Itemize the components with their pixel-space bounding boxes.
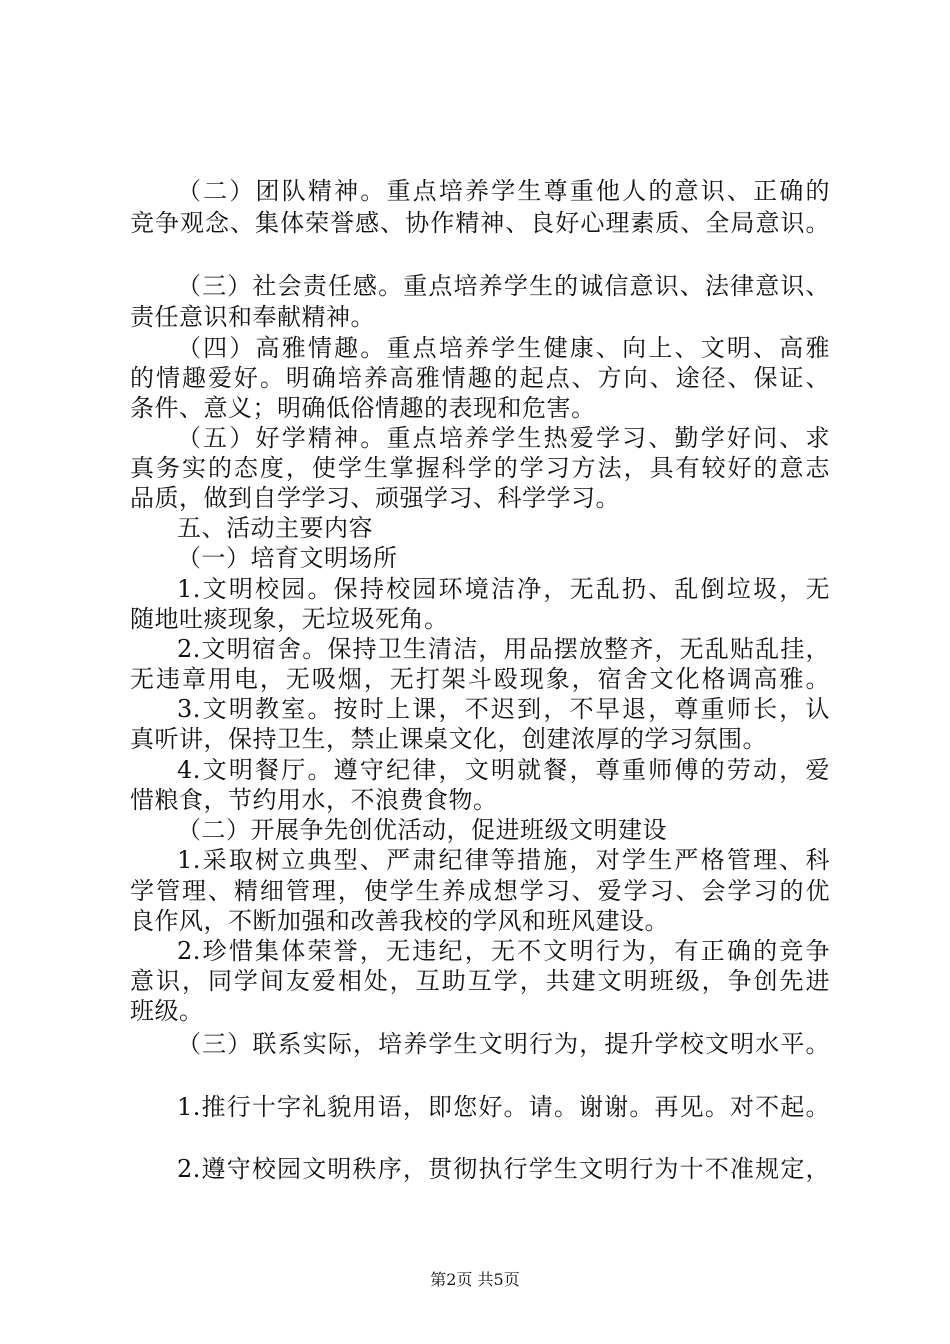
paragraph-line: （五）好学精神。重点培养学生热爱学习、勤学好问、求 [177, 424, 830, 452]
page-footer: 第2页 共5页 [430, 1270, 520, 1289]
paragraph-line: 的情趣爱好。明确培养高雅情趣的起点、方向、途径、保证、 [130, 364, 830, 392]
paragraph-line: 2.珍惜集体荣誉，无违纪，无不文明行为，有正确的竞争 [177, 937, 830, 965]
paragraph-line: 竞争观念、集体荣誉感、协作精神、良好心理素质、全局意识。 [130, 209, 830, 237]
paragraph-line: 学管理、精细管理，使学生养成想学习、爱学习、会学习的优 [130, 877, 830, 905]
paragraph-line: 意识，同学间友爱相处，互助互学，共建文明班级，争创先进 [130, 967, 830, 995]
paragraph-line: 4.文明餐厅。遵守纪律，文明就餐，尊重师傅的劳动，爱 [177, 756, 830, 784]
section-heading: 五、活动主要内容 [177, 514, 373, 542]
paragraph-line: 2.文明宿舍。保持卫生清洁，用品摆放整齐，无乱贴乱挂， [177, 635, 830, 663]
paragraph-line: 条件、意义；明确低俗情趣的表现和危害。 [130, 394, 596, 422]
subsection-heading: （二）开展争先创优活动，促进班级文明建设 [177, 816, 667, 844]
paragraph-line: 1.采取树立典型、严肃纪律等措施，对学生严格管理、科 [177, 846, 830, 874]
paragraph-line: 班级。 [130, 997, 204, 1025]
paragraph-line: 良作风，不断加强和改善我校的学风和班风建设。 [130, 907, 669, 935]
paragraph-line: 1.推行十字礼貌用语，即您好。请。谢谢。再见。对不起。 [177, 1093, 830, 1121]
paragraph-line: 1.文明校园。保持校园环境洁净，无乱扔、乱倒垃圾，无 [177, 575, 830, 603]
paragraph-line: 无违章用电，无吸烟，无打架斗殴现象，宿舍文化格调高雅。 [130, 665, 830, 693]
paragraph-line: 品质，做到自学学习、顽强学习、科学学习。 [130, 484, 620, 512]
paragraph-line: 随地吐痰现象，无垃圾死角。 [130, 605, 449, 633]
paragraph-line: 2.遵守校园文明秩序，贯彻执行学生文明行为十不准规定， [177, 1155, 830, 1183]
paragraph-line: （三）社会责任感。重点培养学生的诚信意识、法律意识、 [177, 272, 830, 300]
paragraph-line: （四）高雅情趣。重点培养学生健康、向上、文明、高雅 [177, 334, 830, 362]
paragraph-line: 真听讲，保持卫生，禁止课桌文化，创建浓厚的学习氛围。 [130, 725, 767, 753]
paragraph-line: 3.文明教室。按时上课，不迟到，不早退，尊重师长，认 [177, 695, 830, 723]
paragraph-line: 真务实的态度，使学生掌握科学的学习方法，具有较好的意志 [130, 454, 830, 482]
paragraph-line: 责任意识和奉献精神。 [130, 303, 375, 331]
subsection-heading: （三）联系实际，培养学生文明行为，提升学校文明水平。 [177, 1030, 830, 1058]
subsection-heading: （一）培育文明场所 [177, 544, 398, 572]
paragraph-line: （二）团队精神。重点培养学生尊重他人的意识、正确的 [177, 177, 830, 205]
paragraph-line: 惜粮食，节约用水，不浪费食物。 [130, 786, 498, 814]
